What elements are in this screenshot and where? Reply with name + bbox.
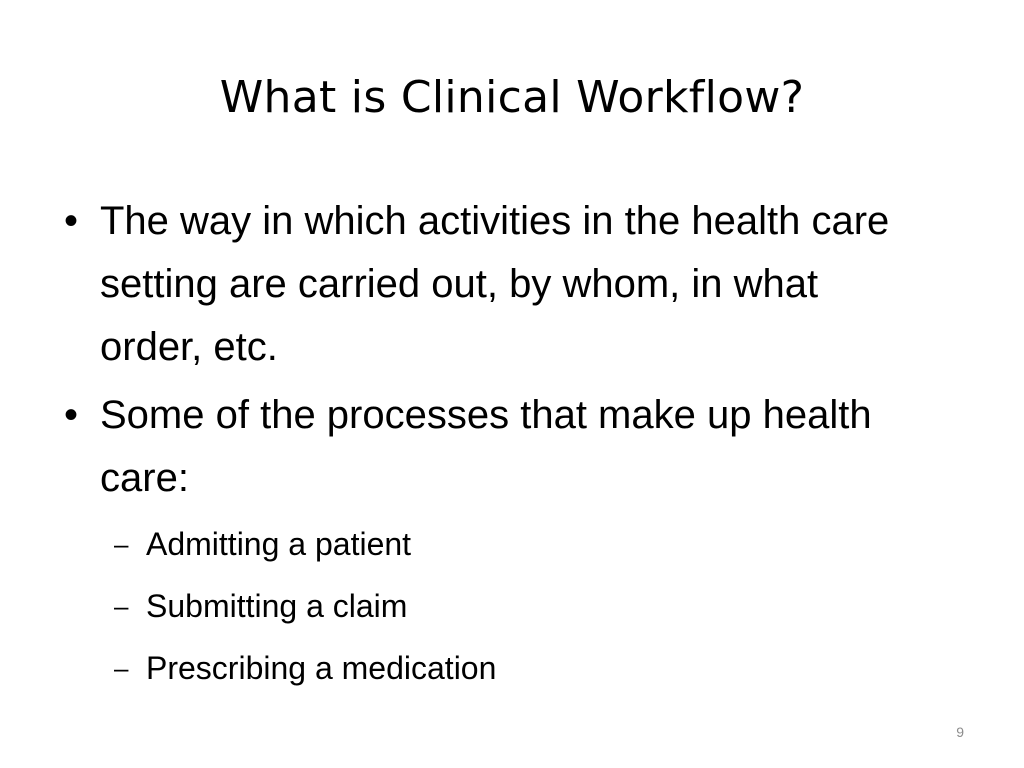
sub-bullet-item [56,524,956,564]
bullet-text: The way in which activities in the health care setting are carried out, by whom, in what order, etc. [100,199,890,369]
bullet-marker: • [64,199,79,243]
sub-bullet-list [56,524,956,688]
sub-bullet-item [56,586,956,626]
sub-bullet-marker: – [114,529,129,559]
sub-bullet-marker: – [114,591,129,621]
sub-bullet-text: Admitting a patient [146,526,412,562]
bullet-text: Some of the processes that make up health care: [100,393,872,500]
slide-body [56,190,956,688]
sub-bullet-item [56,648,956,688]
sub-bullet-text: Prescribing a medication [146,650,497,686]
sub-bullet-marker: – [114,653,129,683]
bullet-item [56,190,920,379]
sub-bullet-text: Submitting a claim [146,588,408,624]
bullet-item [56,384,920,510]
page-number: 9 [956,724,964,740]
bullet-marker: • [64,393,79,437]
slide-title: What is Clinical Workflow? [219,72,805,123]
